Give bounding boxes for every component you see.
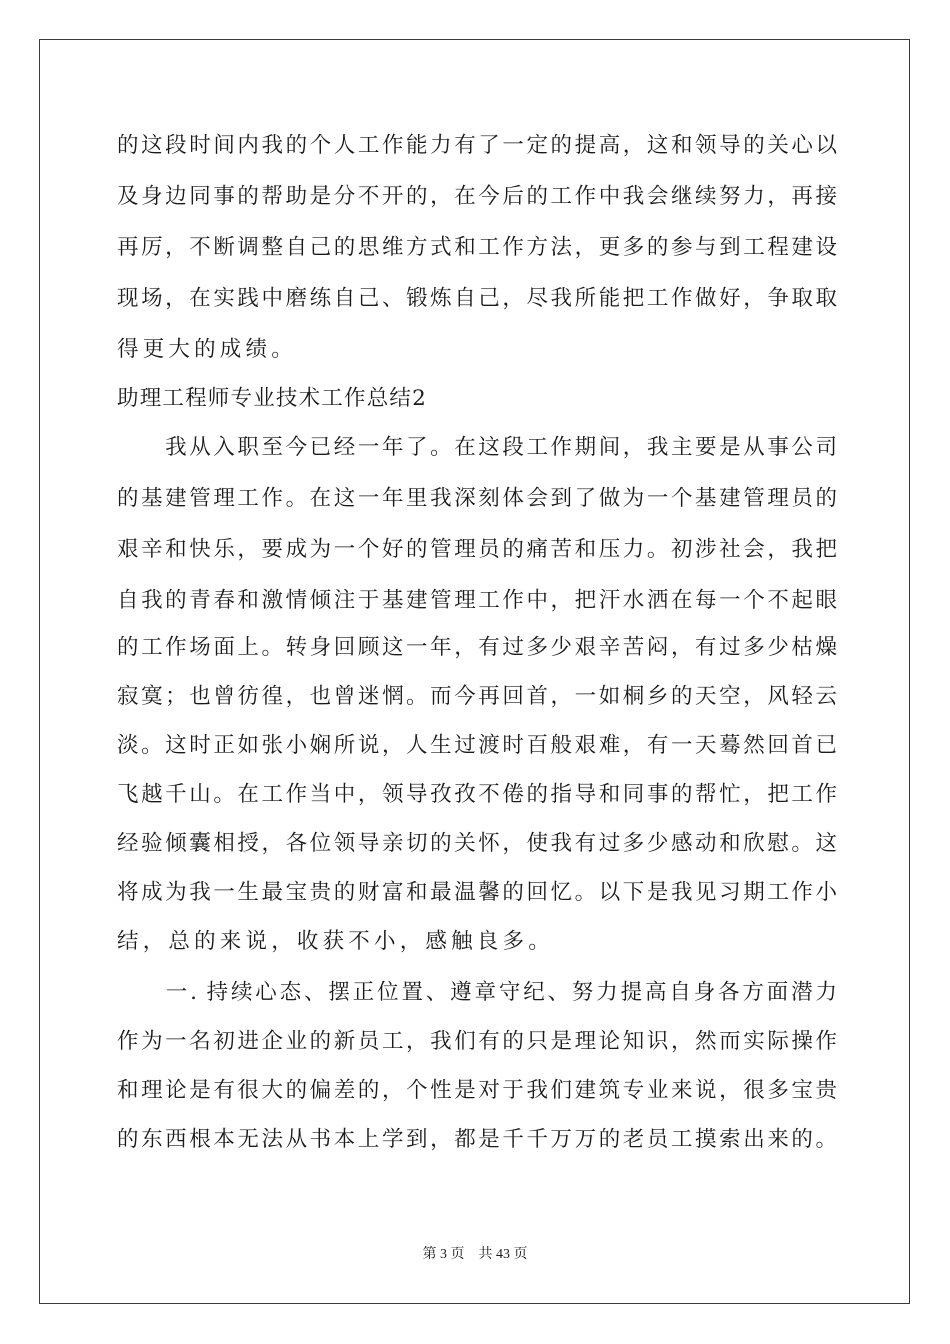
page-total: 共 43 页 <box>478 1247 528 1262</box>
paragraph-line: 结，总的来说，收获不小，感触良多。 <box>117 929 554 954</box>
paragraph-line: 将成为我一生最宝贵的财富和最温馨的回忆。以下是我见习期工作小 <box>117 880 837 905</box>
page-border <box>39 39 910 1304</box>
paragraph-line: 艰辛和快乐，要成为一个好的管理员的痛苦和压力。初涉社会，我把 <box>117 537 837 562</box>
paragraph-line: 淡。这时正如张小娴所说，人生过渡时百般艰难，有一天蓦然回首已 <box>117 733 837 758</box>
paragraph-line: 一. 持续心态、摆正位置、遵章守纪、努力提高自身各方面潜力 <box>117 980 837 1005</box>
section-heading: 助理工程师专业技术工作总结2 <box>117 386 427 411</box>
paragraph-line: 经验倾囊相授，各位领导亲切的关怀，使我有过多少感动和欣慰。这 <box>117 831 837 856</box>
paragraph-line: 的工作场面上。转身回顾这一年，有过多少艰辛苦闷，有过多少枯燥 <box>117 635 837 660</box>
paragraph-line: 及身边同事的帮助是分不开的，在今后的工作中我会继续努力，再接 <box>117 184 837 209</box>
paragraph-line: 和理论是有很大的偏差的，个性是对于我们建筑专业来说，很多宝贵 <box>117 1078 837 1103</box>
paragraph-line: 再厉，不断调整自己的思维方式和工作方法，更多的参与到工程建设 <box>117 235 837 260</box>
paragraph-line: 寂寞；也曾彷徨，也曾迷惘。而今再回首，一如桐乡的天空，风轻云 <box>117 684 837 709</box>
paragraph-line: 得更大的成绩。 <box>117 337 297 362</box>
page-number: 第 3 页 <box>422 1247 465 1262</box>
paragraph-line: 自我的青春和激情倾注于基建管理工作中，把汗水洒在每一个不起眼 <box>117 588 837 613</box>
paragraph-line: 飞越千山。在工作当中，领导孜孜不倦的指导和同事的帮忙，把工作 <box>117 782 837 807</box>
paragraph-line: 的这段时间内我的个人工作能力有了一定的提高，这和领导的关心以 <box>117 133 837 158</box>
paragraph-line: 现场，在实践中磨练自己、锻炼自己，尽我所能把工作做好，争取取 <box>117 286 837 311</box>
paragraph-line: 的东西根本无法从书本上学到，都是千千万万的老员工摸索出来的。 <box>117 1127 837 1152</box>
paragraph-line: 作为一名初进企业的新员工，我们有的只是理论知识，然而实际操作 <box>117 1029 837 1054</box>
paragraph-line: 的基建管理工作。在这一年里我深刻体会到了做为一个基建管理员的 <box>117 486 837 511</box>
paragraph-line: 我从入职至今已经一年了。在这段工作期间，我主要是从事公司 <box>117 435 837 460</box>
page-footer <box>0 1246 950 1264</box>
